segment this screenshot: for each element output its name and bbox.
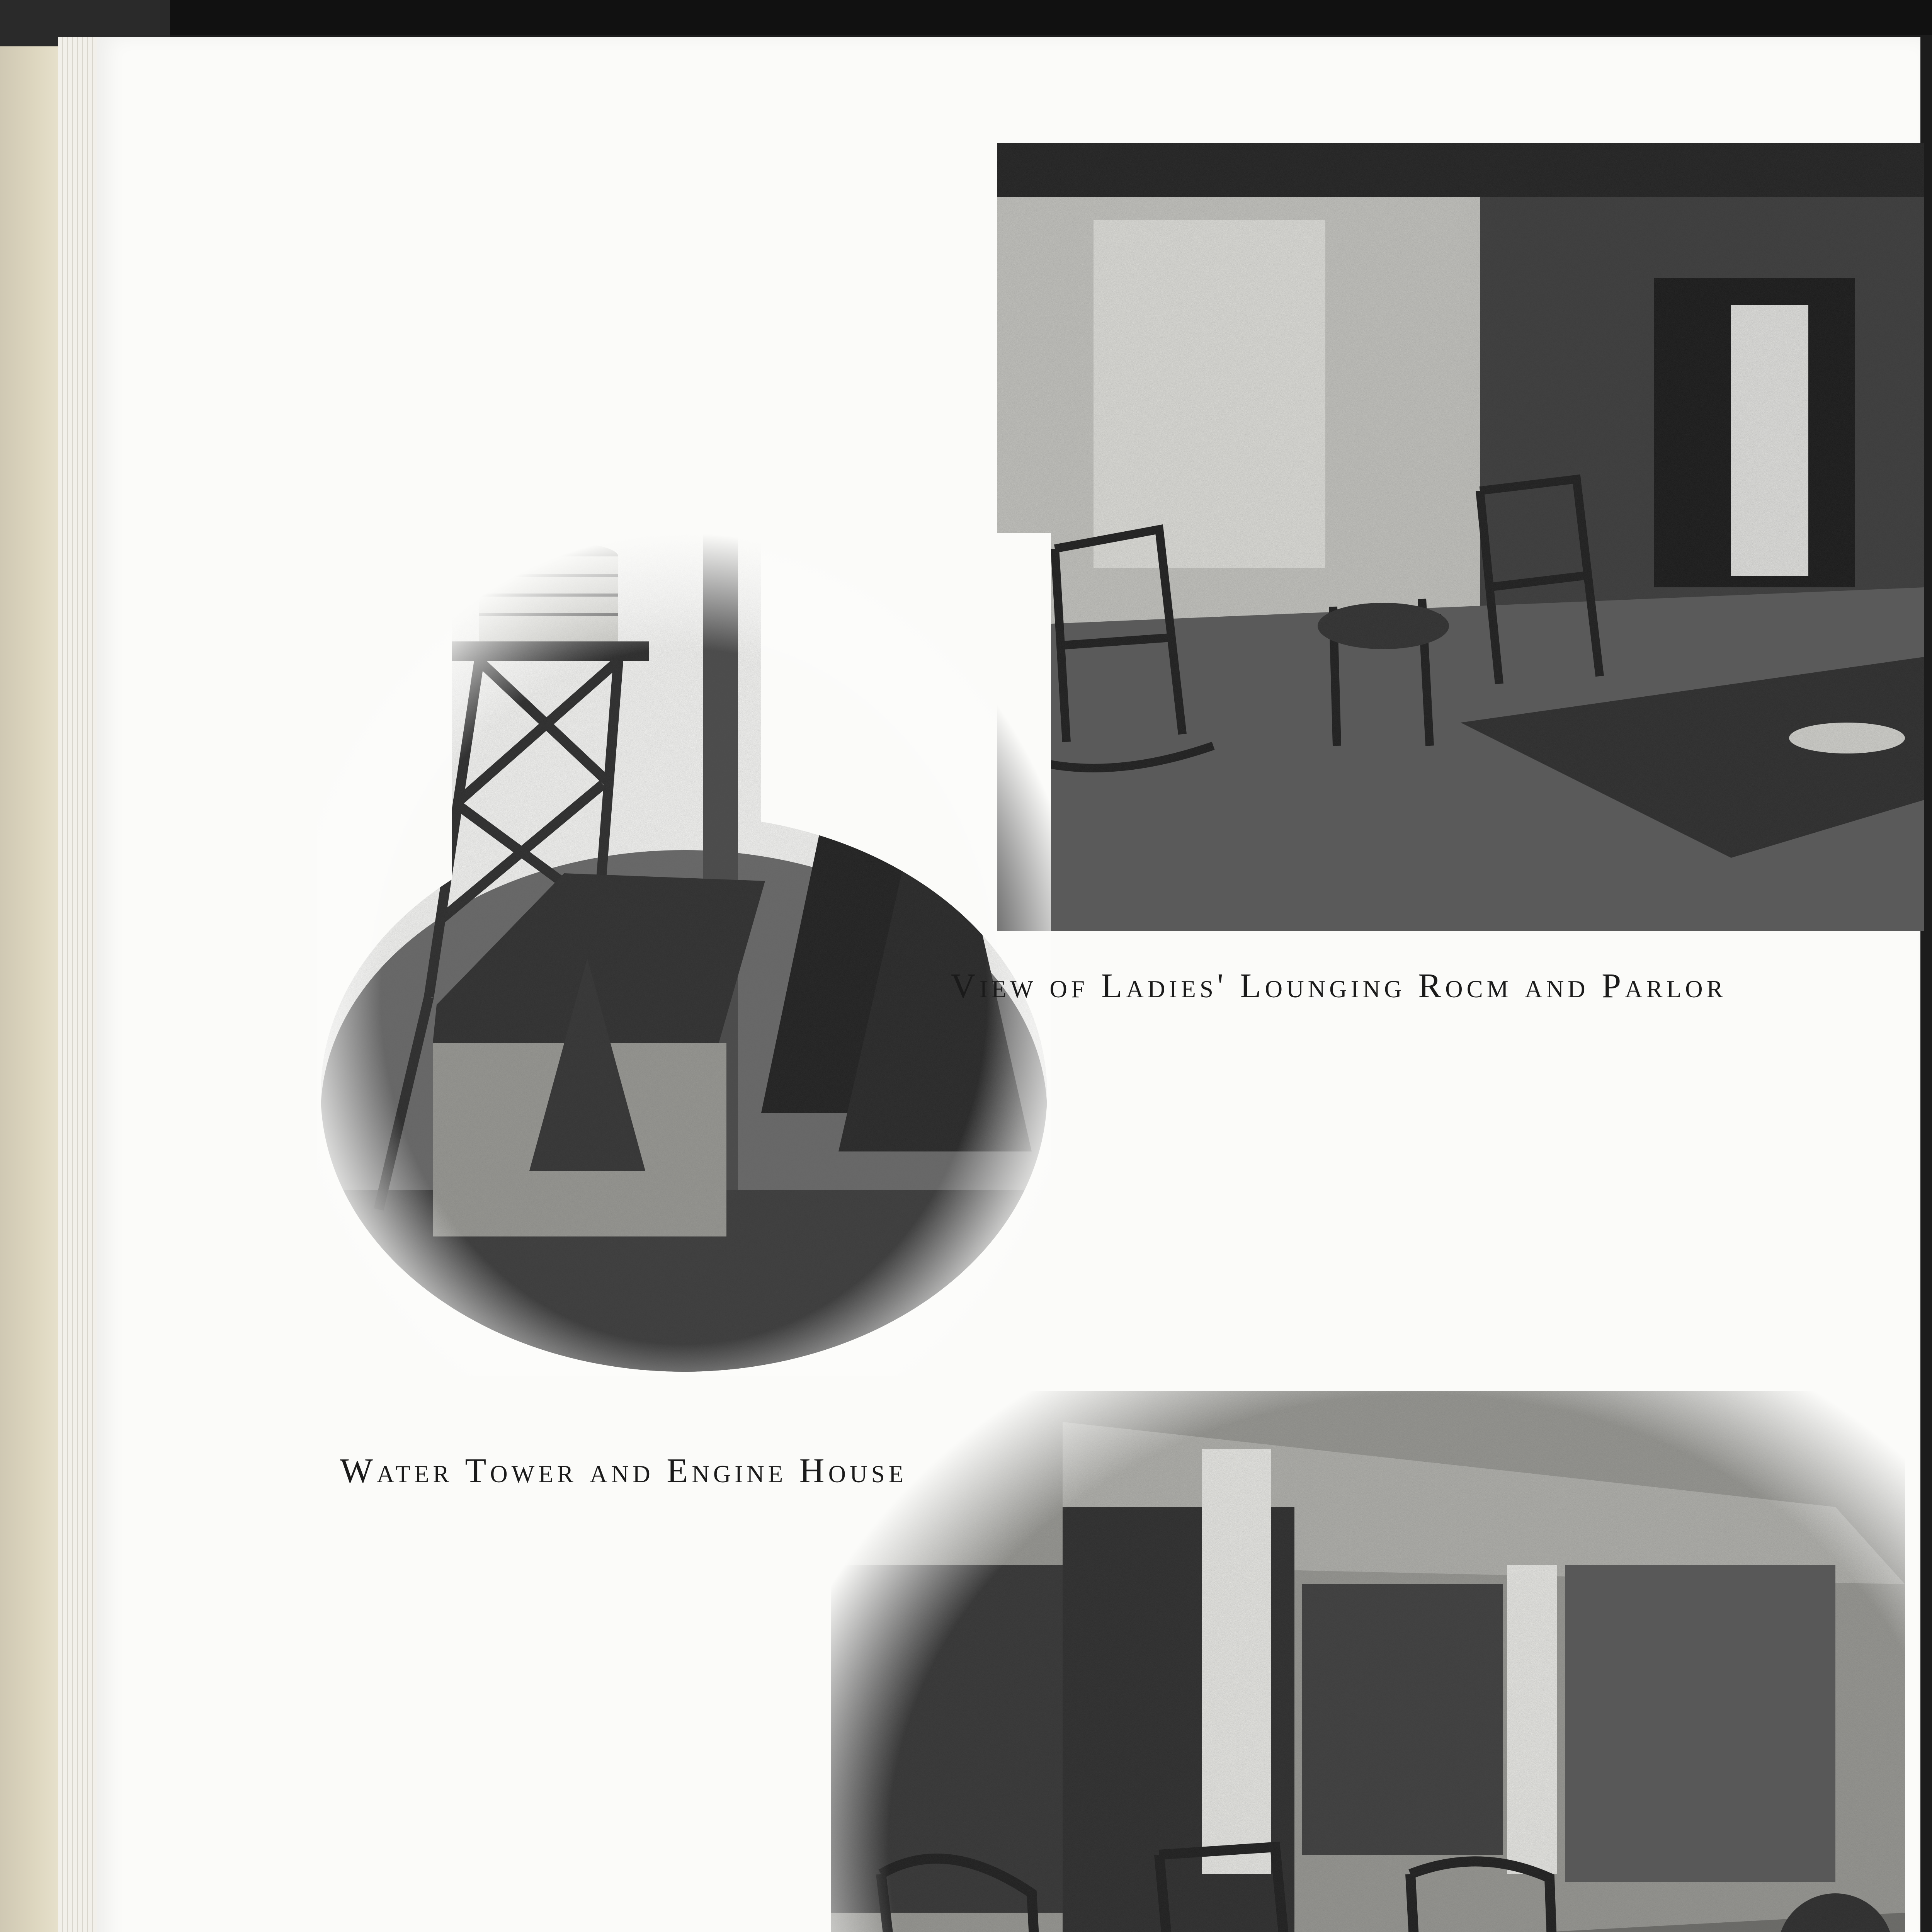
rotunda-photo (831, 1391, 1905, 1932)
scan-top-edge (0, 0, 1932, 35)
water-tower-caption: Water Tower and Engine House (340, 1452, 908, 1490)
water-tower-photo (317, 533, 1051, 1376)
lounging-room-photo (997, 143, 1924, 931)
lounging-room-caption: View of Ladies' Lounging Rocm and Parlor (951, 967, 1727, 1005)
